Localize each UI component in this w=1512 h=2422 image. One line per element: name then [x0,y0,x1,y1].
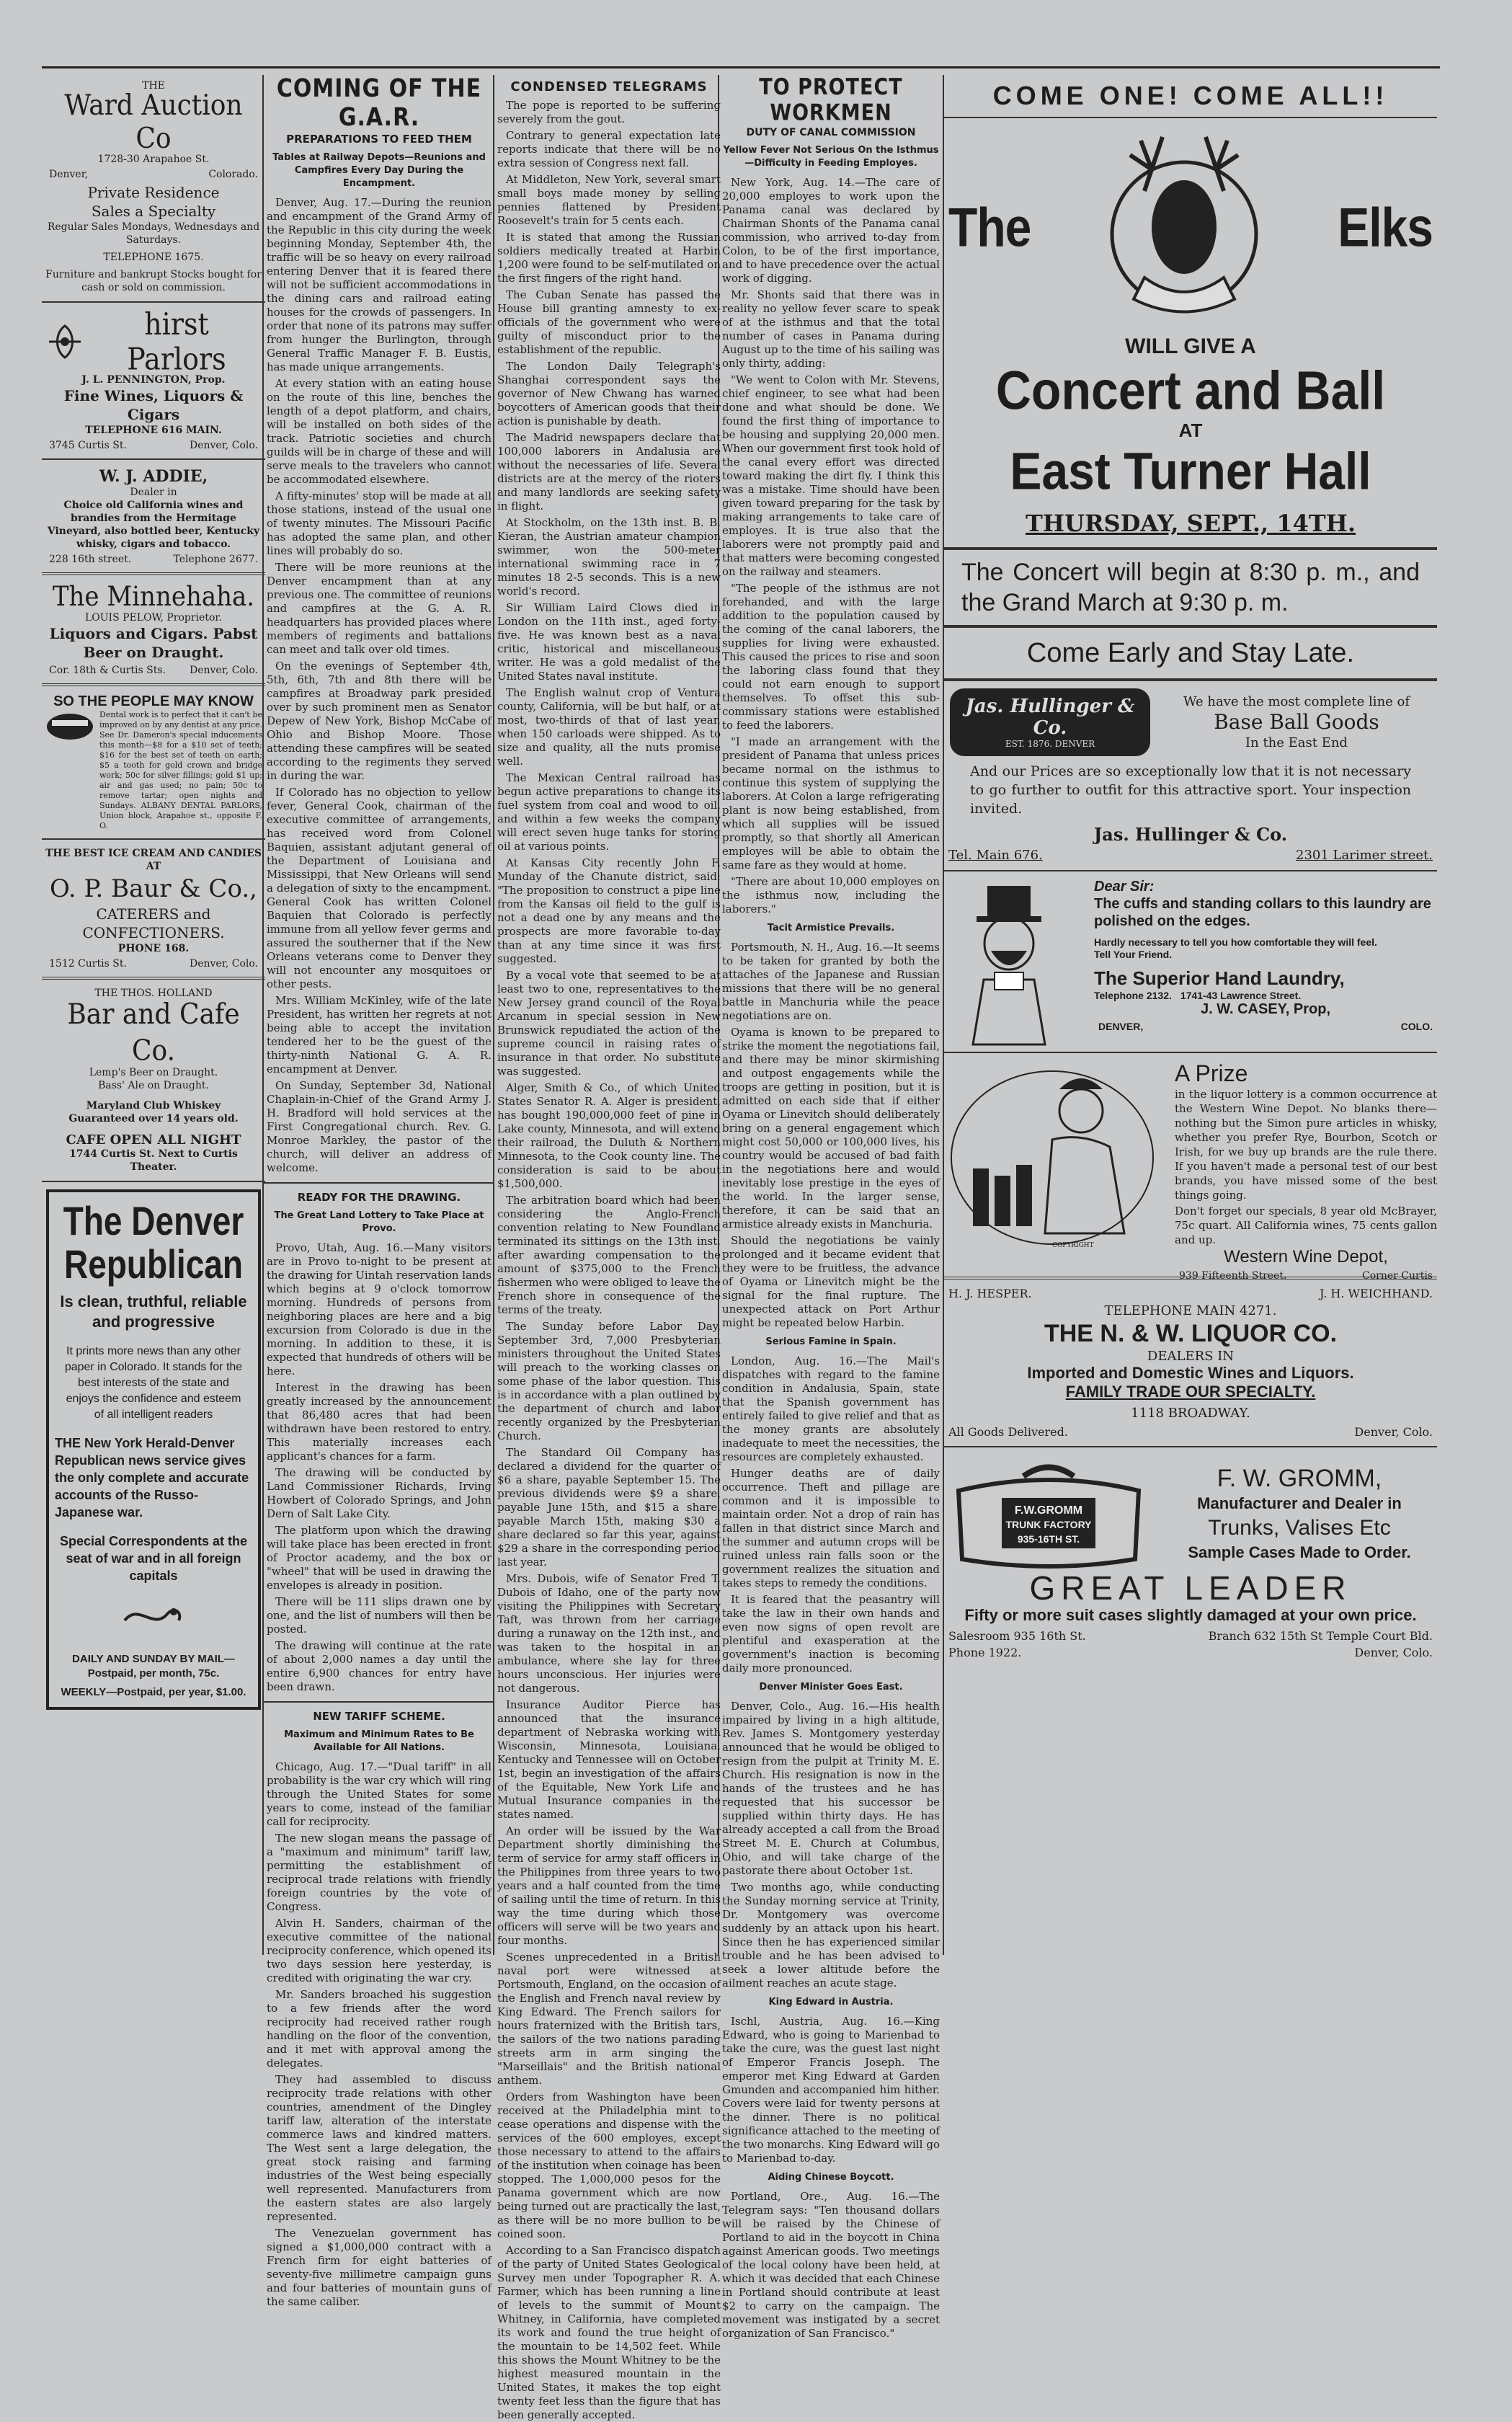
ornament-icon [45,321,85,362]
elk-head-icon [1101,126,1267,328]
ad-text: 1744 Curtis St. Next to Curtis Theater. [69,1148,238,1173]
ad-text: COLO. [1400,1021,1433,1032]
paragraph: There will be 111 slips drawn one by one, and the list of numbers will then be posted. [267,1595,492,1636]
laundry-ad [944,879,1437,1044]
article-column-telegrams [494,75,724,2421]
denver-republican-ad [46,1189,261,1710]
ad-text: 939 Fifteenth Street. [1179,1270,1287,1282]
ad-text: The cuffs and standing collars to this laundry are polished on the edges. [1094,896,1431,929]
paragraph: Chicago, Aug. 17.—"Dual tariff" in all probability is the war cry which will ring through the United States for some years to come, instead of the familiar call for reciprocity. [267,1760,492,1828]
paragraph: Sir William Laird Clows died in London on the 11th inst., aged forty-five. He was known best as a naval critic, historical and miscellaneous writer. He was a gold medalist of the United States naval institute. [497,601,721,683]
ad-text: 1741-43 Lawrence Street. [1180,990,1302,1001]
ad-text: Liquors and Cigars. Pabst Beer on Draught. [49,625,258,661]
paragraph: The arbitration board which had been considering the Anglo-French convention relating to New Foundland terminated its sittings on the 13th inst. after awarding compensation to the amount of $375,000 to the French fishermen who were obliged to leave the French shore in consequence of the terms of the treaty. [497,1194,721,1316]
bag-text: F.W.GROMM [1014,1504,1083,1517]
ad-text: Denver, Colo. [189,665,258,676]
paragraph: By a vocal vote that seemed to be at least two to one, representatives to the New Jersey grand council of the Royal Arcanum in special session in New Brunswick repudiated the action of the supreme council in raising rates of insurance in that order. No substitute was suggested. [497,969,721,1078]
ad-text: Colorado. [208,169,258,180]
ad-text: 1728-30 Arapahoe St. [97,154,210,165]
paragraph: Mr. Sanders broached his suggestion to a few friends after the word reciprocity had received rather rough handling on the floor of the convention, and it met with approval among the delegates. [267,1988,492,2070]
gromm-ad [944,1455,1437,1659]
paragraph: The Cuban Senate has passed the House bill granting amnesty to ex-officials of the government who were guilty of misconduct prior to the establishment of the republic. [497,288,721,356]
ads-column-right [944,75,1437,1955]
ad-text: Manufacturer and Dealer in [1197,1494,1402,1512]
ad-text: THE BEST ICE CREAM AND CANDIES AT [45,848,262,872]
paragraph: Insurance Auditor Pierce has announced that the insurance department of Nebraska working with Wisconsin, Minnesota, Louisiana, Kentucky and Tennessee will on October 1st, begin an investigation of the affairs of the Equitable, New York Life and Mutual Insurance companies in the states named. [497,1698,721,1821]
ad-text: Is clean, truthful, reliable and progressive [60,1292,247,1331]
ad-text: Denver, Colo. [1354,1425,1433,1439]
paragraph: The Madrid newspapers declare that 100,000 laborers in Andalusia are without the necessaries of life. Several districts are at the mercy of the rioters and many landlords are seeking safety in flight. [497,431,721,513]
paragraph: Mrs. Dubois, wife of Senator Fred T. Dubois of Idaho, one of the party now visiting the Philippines with Secretary Taft, was thrown from her carriage during a runaway on the 12th inst., and was taken to the hospital in an ambulance, where she lay for three hours unconscious. Her injuries were not dangerous. [497,1572,721,1695]
ad-title: hirst Parlors [127,306,226,377]
article-column-workmen [719,74,943,2340]
subheadline: NEW TARIFF SCHEME. [313,1710,445,1723]
ad-text: TELEPHONE MAIN 4271. [1104,1303,1277,1318]
ad-title: F. W. GROMM, [1217,1465,1382,1492]
ad-text: Fine Wines, Liquors & Cigars [63,387,244,423]
paragraph: Hunger deaths are of daily occurrence. Theft and pillage are common and it is impossible to maintain order. Not a drop of rain has fallen in that district since March and the summer and autumn crops will be ruined unless rain falls soon or the government realizes the situation and takes steps to remedy the conditions. [722,1467,940,1589]
paragraph: Provo, Utah, Aug. 16.—Many visitors are in Provo to-night to be present at the drawing for Uintah reservation lands which begins at 9 o'clock tomorrow morning. Hundreds of persons from neighboring places are here and a big excursion from Colorado is due in the morning. In addition to these, it is expected that hundreds of others will be here. [267,1241,492,1378]
top-rule [42,66,1440,68]
ad-title: Concert and Ball [995,360,1386,421]
ad-text: 1512 Curtis St. [49,958,127,970]
paragraph: According to a San Francisco dispatch of the party of United States Geological Survey men under Topographer R. A. Farmer, which has been running a line of levels to the summit of Mount Whitney, in California, have completed its work and found the true height of the mountain to be 14,502 feet. While this shows the Mount Whitney to be the highest measured mountain in the United States, it makes the top eight twenty feet less than the figure that has been generally accepted. [497,2244,721,2421]
ad-text: PHONE 168. [117,943,190,954]
ad-title: A Prize [1175,1060,1248,1086]
ad-text: Corner Curtis [1362,1270,1433,1282]
paragraph: Denver, Colo., Aug. 16.—His health impaired by living in a high altitude, Rev. James S. Montgomery yesterday announced that he would be obliged to resign from the pulpit at Trinity M. E. Church. His resignation is now in the hands of the trustees and he has requested that his successor be supplied within thirty days. He has already accepted a call from the Broad Street M. E. Church at Columbus, Ohio, and will take charge of the pastorate there about October 1st. [722,1700,940,1877]
ad-text: Come Early and Stay Late. [1026,638,1355,668]
paragraph: The English walnut crop of Ventura county, California, will be but half, or at most, two-thirds of that of last year, when 150 carloads were shipped. As to size and quality, all the nuts promise well. [497,686,721,768]
deck: Tables at Railway Depots—Reunions and Campfires Every Day During the Encampment. [272,152,486,189]
article-body [267,196,492,1175]
paragraph: Alger, Smith & Co., of which United States Senator R. A. Alger is president, has bought 190,000,000 feet of pine in Lake county, Minnesota, and will extend their railroad, the Duluth & Northern Minnesota, to the Cook county line. The consideration is said to be about $1,500,000. [497,1081,721,1190]
paragraph: Scenes unprecedented in a British naval port were witnessed at Portsmouth, England, on the occasion of the English and French naval review by King Edward. The French sailors for hours fraternized with the British tars, the sailors of the two nations parading streets arm in arm singing the "Marseillais" and the British national anthem. [497,1951,721,2087]
western-wine-ad [944,1060,1437,1282]
headline: COMING OF THE G.A.R. [276,74,482,133]
ad-text: Western Wine Depot, [1224,1247,1388,1267]
deck: Maximum and Minimum Rates to Be Available for All Nations. [284,1729,474,1753]
ad-text: Denver, Colo. [1354,1646,1433,1659]
ad-text: We have the most complete line of [1183,694,1410,709]
paragraph: New York, Aug. 14.—The care of 20,000 employes to work upon the Panama canal was declared by Chairman Shonts of the Panama canal commission, who arrived to-day from Colon, to be of the first importance, and to have precedence over the actual work of digging. [722,176,940,285]
ad-text: Tel. Main 676. [948,848,1043,863]
ad-text: DEALERS IN [1147,1349,1235,1364]
ad-title: O. P. Baur & Co., [50,874,257,903]
lady-and-bottles-icon [944,1060,1160,1255]
paragraph: Interest in the drawing has been greatly increased by the announcement that 86,480 acres that had been withdrawn have been restored to entry. This materially increases each applicant's chances for a farm. [267,1381,492,1463]
ad-text: THE [142,80,165,92]
subheadline: READY FOR THE DRAWING. [297,1191,461,1204]
company-logo: Jas. Hullinger & Co. [965,696,1135,739]
ad-text: 1118 BROADWAY. [1131,1406,1250,1421]
copyright-label: COPYRIGHT [1052,1242,1094,1249]
ad-text: J. W. CASEY, Prop, [1200,1001,1331,1017]
paragraph: The Mexican Central railroad has begun active preparations to change its fuel system from coal and wood to oil, and within a few weeks the company will erect seven huge tanks for storing oil at various points. [497,771,721,853]
paragraph: Portland, Ore., Aug. 16.—The Telegram says: "Ten thousand dollars will be raised by the Chinese of Portland to aid in the boycott in China against American goods. Two meetings of the local colony have been held, at which it was decided that each Chinese in Portland should contribute at least $2 to carry on the campaign. The movement was instigated by a secret organization of San Francisco." [722,2190,940,2340]
headline: TO PROTECT WORKMEN [759,74,903,126]
ad-title: THE N. & W. LIQUOR CO. [1044,1320,1338,1347]
paragraph: It is stated that among the Russian soldiers medically treated at Harbin 1,200 were found to be self-mutilated on the first fingers of the right hand. [497,231,721,285]
paragraph: The pope is reported to be suffering severely from the gout. [497,99,721,125]
ad-text: Base Ball Goods [1214,710,1379,734]
paragraph: Should the negotiations be vainly prolonged and it became evident that they were to be fruitless, the advance of Oyama or Linevitch might be the signal for the final rupture. The unexpected attack on Port Arthur might be repeated below Harbin. [722,1234,940,1329]
ad-text: Dealer in [130,487,177,498]
paragraph: The London Daily Telegraph's Shanghai correspondent says the governor of New Chwang has warned boycotters of American goods that their action is punishable by death. [497,360,721,427]
ad-text: DENVER, [1098,1021,1144,1032]
paragraph: Alvin H. Sanders, chairman of the executive committee of the national reciprocity conference, which opened its two days session here yesterday, is credited with originating the war cry. [267,1917,492,1984]
paragraph: The drawing will continue at the rate of about 2,000 names a day until the entire 6,900 chances for entry have been drawn. [267,1639,492,1693]
baur-ad [45,847,262,970]
ad-title: GREAT LEADER [1029,1569,1352,1607]
ad-text: THE THOS. HOLLAND [94,988,213,999]
holland-ad [45,987,262,1174]
ad-text: Lemp's Beer on Draught. [89,1067,218,1078]
ad-title: Bar and Cafe Co. [67,998,240,1068]
ad-text: All Goods Delivered. [948,1425,1068,1439]
ad-text: EST. 1876. DENVER [1005,739,1095,749]
ad-title: Ward Auction Co [64,89,243,156]
newspaper-page [42,66,1440,2421]
paragraph: At Middleton, New York, several smart small boys made money by selling pennies flattened by President Roosevelt's train for 5 cents each. [497,173,721,227]
ad-text: Tell Your Friend. [1094,949,1173,960]
ward-auction-ad [45,79,262,294]
ad-text: H. J. HESPER. [948,1287,1032,1300]
ad-text: WEEKLY—Postpaid, per year, $1.00. [61,1686,246,1698]
paragraph: The Venezuelan government has signed a $1,000,000 contract with a French firm for eight batteries of seventy-five millimetre campaign guns and four batteries of mountain guns of the same caliber. [267,2227,492,2308]
paragraph: The Sunday before Labor Day, September 3rd, 7,000 Presbyterian ministers throughout the United States will preach to the working classes on some phase of the labor question. This is in accordance with a plan outlined by the department of church and labor recently organized by the Presbyterian Church. [497,1320,721,1442]
ad-text: CATERERS and [96,905,211,923]
ad-title: Elks [1338,196,1433,258]
paragraph: They had assembled to discuss reciprocity trade relations with other countries, amendment of the Dingley tariff law, alteration of the interstate commerce laws and kindred matters. The West sent a large delegation, the great stock raising and farming industries of the West being especially well represented. Manufacturers from the eastern states are also largely represented. [267,2073,492,2223]
ad-title: The Superior Hand Laundry, [1094,967,1345,989]
paragraph: The drawing will be conducted by Land Commissioner Richards, Irving Howbert of Colorado Springs, and John Dern of Salt Lake City. [267,1466,492,1520]
ad-text: in the liquor lottery is a common occurrence at the Western Wine Depot. No blanks there—nothing but the Simon pure articles in whisky, whether you prefer Rye, Bourbon, Scotch or Irish, for we buy up brands are the rule there. If you haven't made a personal test of our best brands, you have missed some of the best things going. [1175,1088,1437,1202]
ad-text: Trunks, Valises Etc [1208,1516,1391,1540]
ad-text: CONFECTIONERS. [82,924,225,941]
paragraph: Oyama is known to be prepared to strike the moment the negotiations fail, and there may be minor skirmishing and outpost engagements while the troops are getting in position, but it is admitted on each side that if either Oyama or Linevitch should deliberately bring on a general engagement which might cost 50,000 or 100,000 lives, his country would be accused of bad faith in the negotiations here and would inevitably lose prestige in the eyes of the world. In the larger sense, therefore, it can be said that an armistice already exists in Manchuria. [722,1026,940,1230]
nw-liquor-ad [944,1287,1437,1439]
ad-text: Sales a Specialty [91,203,216,220]
paragraph: Contrary to general expectation late reports indicate that there will be no extra session of Congress next fall. [497,129,721,169]
ad-text: Cor. 18th & Curtis Sts. [49,665,166,676]
ad-text: Bass' Ale on Draught. [98,1080,209,1091]
gentleman-icon [944,879,1088,1044]
ad-text: Dental work is to perfect that it can't be improved on by any dentist at any price. See Dr. Dameron's special inducements this month—$8 for a $10 set of teeth; $16 for the best set of teeth on earth; $5 a tooth for gold crown and bridge work; 50c for silver fillings; gold $1 up; air and gas used; no pain; 50c to remove tartar; open nights and Sundays. ALBANY DENTAL PARLORS, Union block, Arapahoe st., opposite F. O. [99,710,262,830]
bag-text: TRUNK FACTORY [1005,1519,1092,1530]
hirst-parlors-ad [45,306,262,451]
ad-text: Choice old California wines and brandies from the Hermitage Vineyard, also bottled beer, Kentucky whisky, cigars and tobacco. [47,500,260,550]
ad-text: DAILY AND SUNDAY BY MAIL—Postpaid, per month, 75c. [72,1653,235,1680]
ad-text: AT [1178,420,1203,441]
ad-text: Guaranteed over 14 years old. [68,1113,239,1124]
paragraph: It is feared that the peasantry will take the law in their own hands and even now signs of open revolt are plentiful and exasperation at the government's inaction is becoming daily more pronounced. [722,1593,940,1674]
ad-text: Hardly necessary to tell you how comfortable they will feel. [1094,936,1377,948]
ad-text: Dear Sir: [1094,879,1155,895]
flourish-icon [117,1599,190,1635]
ad-text: Jas. Hullinger & Co. [1093,824,1288,845]
paragraph: Portsmouth, N. H., Aug. 16.—It seems to be taken for granted by both the attaches of the Japanese and Russian missions that there will be no general battle in Manchuria while the peace negotiations are on. [722,941,940,1022]
paragraph: "I made an arrangement with the president of Panama that unless prices became normal on the isthmus to continue this system of supplying the laborers. At Colon a large refrigerating plant is now being established, from which all supplies will be issued promptly, so that shortly all American employes will be able to obtain the same fare as they would at home. [722,735,940,871]
ad-text: Telephone 2132. [1094,990,1172,1001]
ad-title: SO THE PEOPLE MAY KNOW [53,693,254,709]
bag-text: 935-16TH ST. [1017,1533,1080,1545]
paragraph: At Stockholm, on the 13th inst. B. B. Kieran, the Austrian amateur champion swimmer, won the 500-meter international swimming race in 7 minutes 18 2-5 seconds. This is a new world's record. [497,516,721,598]
paragraph: Denver, Aug. 17.—During the reunion and encampment of the Grand Army of the Republic in this city during the week beginning Monday, September 4th, the traffic will be so heavy on every railroad entering Denver that it is feared there will not be sufficient accommodations in the dining cars and railroad eating houses for the crowds of passengers. In order that none of its patrons may suffer from hunger the Burlington, through General Traffic Manager F. B. Eustis, has made unique arrangements. [267,196,492,373]
hullinger-ad [944,688,1437,863]
ad-text: It prints more news than any other paper in Colorado. It stands for the best interests of the state and enjoys the confidence and esteem of all intelligent readers [64,1345,243,1421]
ad-text: Maryland Club Whiskey [86,1100,221,1112]
paragraph: There will be more reunions at the Denver encampment than at any previous one. The committee of reunions and campfires at the G. A. R. headquarters has provided places where members of regiments and battalions can meet and talk over old times. [267,561,492,656]
paragraph: The platform upon which the drawing will take place has been erected in front of Proctor academy, and the box or "wheel" that will be used in drawing the envelopes is already in position. [267,1524,492,1592]
ad-text: Phone 1922. [948,1646,1022,1659]
ad-text: In the East End [1245,735,1348,750]
ad-text: Private Residence [87,184,220,201]
ad-text: LOUIS PELOW, Proprietor. [84,612,223,624]
ad-text: Furniture and bankrupt Stocks bought for cash or sold on commission. [45,269,262,293]
ad-text: And our Prices are so exceptionally low that it is not necessary to go further to outfit for this attractive sport. Your inspection invited. [970,763,1411,817]
deck: Yellow Fever Not Serious On the Isthmus—Difficulty in Feeding Employes. [723,145,939,169]
ad-text: CAFE OPEN ALL NIGHT [66,1132,241,1148]
ad-text: THE New York Herald-Denver Republican news service gives the only complete and accurate accounts of the Russo-Japanese war. [55,1436,249,1520]
paragraph: Ischl, Austria, Aug. 16.—King Edward, who is going to Marienbad to take the cure, was the guest last night of Emperor Francis Joseph. The emperor met King Edward at Garden Gmunden and accompanied him hither. Covers were laid for twenty persons at the dinner. There is no political significance attached to the meeting of the two monarchs. King Edward will go to Marienbad to-day. [722,2015,940,2165]
ad-text: Sample Cases Made to Order. [1188,1543,1411,1561]
subheadline: Denver Minister Goes East. [759,1682,903,1693]
ad-text: 3745 Curtis St. [49,440,127,451]
subheadline: Aiding Chinese Boycott. [768,2172,894,2183]
ad-text: Regular Sales Mondays, Wednesdays and Saturdays. [47,221,260,246]
article-column-gar [264,74,494,2308]
paragraph: "There are about 10,000 employes on the isthmus now, including the laborers." [722,875,940,915]
ad-text: Telephone 2677. [173,554,258,565]
ad-title: W. J. ADDIE, [99,467,208,486]
paragraph: At Kansas City recently John F. Munday of the Chanute district, said: "The proposition to construct a pipe line from the Kansas oil field to the gulf is not a dead one by any means and the prospects are more favorable to-day than at any time since it was first suggested. [497,856,721,965]
headline: CONDENSED TELEGRAMS [510,79,708,94]
ad-title: The [948,196,1031,258]
paragraph: Mrs. William McKinley, wife of the late President, has written her regrets at not being able to accept the invitation tendered her to be the guest of the thirty-ninth National G. A. R. encampment at Denver. [267,994,492,1075]
elks-concert-ad [944,81,1437,671]
ad-text: 228 16th street. [49,554,132,565]
subheadline: PREPARATIONS TO FEED THEM [286,133,472,146]
ad-text: Imported and Domestic Wines and Liquors. [1027,1364,1354,1382]
subheadline: DUTY OF CANAL COMMISSION [746,127,916,138]
paragraph: The new slogan means the passage of a "maximum and minimum" tariff law, permitting the establishment of reciprocal trade relations with friendly foreign countries by the vote of Congress. [267,1832,492,1913]
ad-text: The Concert will begin at 8:30 p. m., and the Grand March at 9:30 p. m. [961,559,1420,616]
ad-text: FAMILY TRADE OUR SPECIALTY. [1065,1383,1316,1401]
ads-column-left [42,75,265,1955]
paragraph: An order will be issued by the War Department shortly diminishing the term of service for army staff officers in the Philippines from three years to two years and a half counted from the time of sailing until the time of return. In this way the time during which those officers will serve will be two years and four months. [497,1824,721,1947]
ad-text: J. H. WEICHHAND. [1320,1287,1433,1300]
paragraph: "The people of the isthmus are not forehanded, and with the large addition to the population caused by the coming of the canal laborers, the supplies for living were exhausted. This caused the prices to rise and soon the laboring class found that they could not earn enough to support themselves. To offset this sub-commissary stations were established to feed the laborers. [722,582,940,732]
ad-text: Denver, Colo. [189,440,258,451]
paragraph: Mr. Shonts said that there was in reality no yellow fever scare to speak of at the isthmus and that the total number of cases in Panama during August up to the time of his sailing was only thirty, adding: [722,288,940,370]
ad-text: 2301 Larimer street. [1296,848,1433,863]
ad-title: COME ONE! COME ALL!! [992,81,1389,110]
paragraph: A fifty-minutes' stop will be made at all those stations, instead of the usual one of twenty minutes. The Missouri Pacific has adopted the same plan, and other lines will probably do so. [267,489,492,557]
addie-ad [45,467,262,565]
deck: The Great Land Lottery to Take Place at Provo. [274,1210,484,1234]
subheadline: King Edward in Austria. [768,1997,894,2008]
minnehaha-ad [45,582,262,676]
paragraph: If Colorado has no objection to yellow fever, General Cook, chairman of the executive committee of arrangements, has received word from Colonel Baquien, assistant adjutant general of the Department of Louisiana and Mississippi, that New Orleans will send a delegation of sixty to the encampment. General Cook has written Colonel Baquien that Colorado is perfectly immune from all yellow fever germs and assured the southerner that if the New Orleans veterans come to Denver they will not encounter any mosquitoes or other pests. [267,786,492,990]
ad-title: The Denver Republican [63,1198,244,1287]
paragraph: "We went to Colon with Mr. Stevens, chief engineer, to see what had been done and what should be done. We found the first thing of importance to be housing and supplying 20,000 men. When our government first took hold of the canal every effort was directed toward making the dirt fly. I think this was a mistake. Time should have been given toward preparing for the task by making arrangements to take care of employes. It is true also that the laborers were not promptly paid and that matters were becoming congested on the railway and steamers. [722,373,940,578]
subheadline: Tacit Armistice Prevails. [767,923,895,933]
ad-text: Denver, Colo. [189,958,258,970]
dentures-icon [45,710,95,743]
dental-ad [45,693,262,831]
paragraph: On the evenings of September 4th, 5th, 6th, 7th and 8th there will be campfires at Broadway park presided over by such prominent men as Senator Depew of New York, Bishop McCabe of Ohio and Bishop Moore. Those attending these campfires will be seated according to the regiments they served in during the war. [267,660,492,782]
paragraph: Orders from Washington have been received at the Philadelphia mint to cease operations and dispense with the services of the 600 employes, except those necessary to attend to the affairs of the institution when coinage has been stopped. The 1,000,000 pesos for the Panama government which are now being turned out are practically the last, as there will be no more bullion to be coined soon. [497,2090,721,2240]
paragraph: The Standard Oil Company has declared a dividend for the quarter of $6 a share, payable September 15. The previous dividends were $9 a share, payable June 15th, and $15 a share, payable March 15th, making $30 a share declared so far this year, against $29 a share in the corresponding period last year. [497,1446,721,1569]
ad-text: Don't forget our specials, 8 year old McBrayer, 75c quart. All California wines, 75 cents gallon and up. [1175,1205,1437,1246]
ad-text: Branch 632 15th St Temple Court Bld. [1208,1629,1433,1643]
article-body [497,99,721,2422]
ad-text: TELEPHONE 1675. [103,252,204,263]
ad-text: Fifty or more suit cases slightly damaged at your own price. [964,1606,1417,1624]
ad-text: Special Correspondents at the seat of war and in all foreign capitals [59,1534,248,1583]
subheadline: Serious Famine in Spain. [765,1336,897,1347]
ad-text: Salesroom 935 16th St. [948,1629,1086,1643]
paragraph: Two months ago, while conducting the Sunday morning service at Trinity, Dr. Montgomery was overcome suddenly by an attack upon his heart. Since then he has experienced similar trouble and he has been advised to seek a lower altitude before the ailment reaches an acute stage. [722,1881,940,1990]
paragraph: London, Aug. 16.—The Mail's dispatches with regard to the famine condition in Andalusia, Spain, state that the Spanish government has entirely failed to give relief and that as the money grants are absolutely inadequate to meet the necessities, the resources are completely exhausted. [722,1354,940,1463]
ad-text: Denver, [49,169,89,180]
ad-text: J. L. PENNINGTON, Prop. [81,374,226,386]
ad-text: THURSDAY, SEPT., 14TH. [1025,510,1356,537]
paragraph: At every station with an eating house on the route of this line, benches the length of a depot platform, and chairs, will be installed on both sides of the track. Patriotic societies and church guilds will be in charge of these and will serve meals to the travelers who cannot be accommodated elsewhere. [267,377,492,486]
ad-text: WILL GIVE A [1125,334,1256,358]
suitcase-icon [944,1455,1153,1570]
ad-title: The Minnehaha. [52,581,255,613]
ad-text: TELEPHONE 616 MAIN. [85,425,222,436]
ad-title: East Turner Hall [1010,441,1371,500]
paragraph: On Sunday, September 3d, National Chaplain-in-Chief of the Grand Army J. H. Bradford will hold services at the First Congregational church. Rev. G. Monroe Markley, the pastor of the church, will deliver an address of welcome. [267,1079,492,1174]
